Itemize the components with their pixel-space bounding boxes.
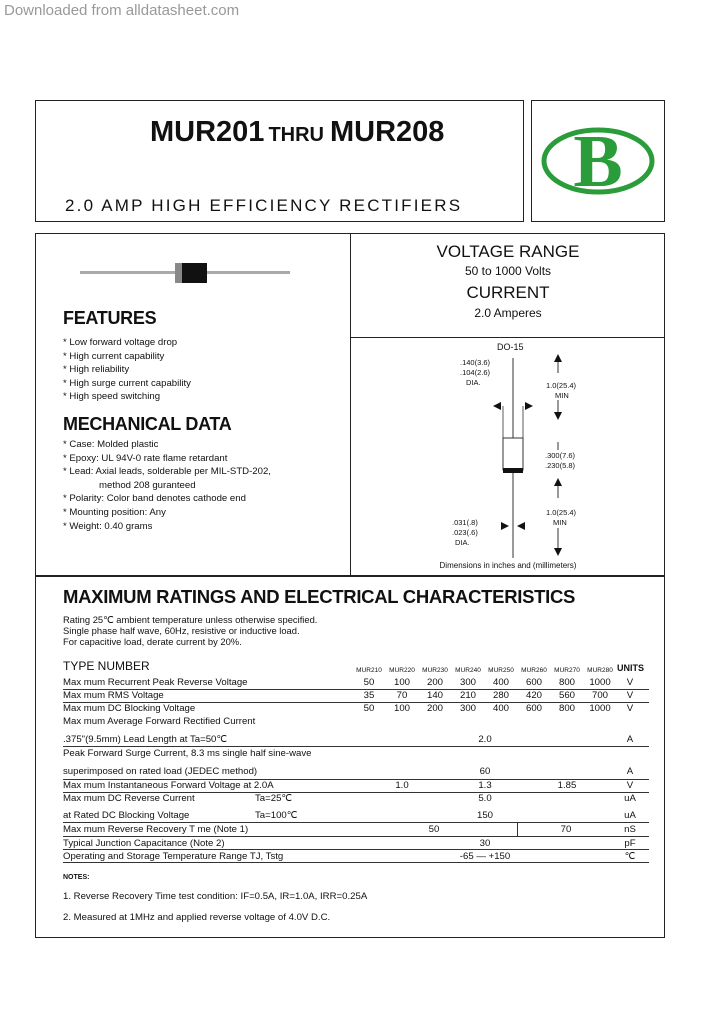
cell: 700 [591,690,608,701]
col-header: MUR240 [455,667,481,674]
lead-dia-bot: .104(2.6) [460,368,491,377]
subtitle: 2.0 AMP HIGH EFFICIENCY RECTIFIERS [65,196,463,215]
cell: 420 [525,690,542,701]
package-drawing [351,338,665,576]
unit-cell: uA [624,793,636,804]
cell: 2.0 [478,734,492,745]
table-row [63,747,649,760]
logo-letter: B [573,121,623,202]
condition-cell: Ta=25℃ [255,793,293,804]
table-row [63,689,649,702]
table-row [63,779,649,792]
col-header: MUR250 [488,667,514,674]
cell: 1000 [589,703,611,714]
current-heading: CURRENT [466,283,550,302]
cell: 50 [363,677,375,688]
cell: 300 [459,703,476,714]
unit-cell: V [626,703,634,714]
row-label: Max mum DC Blocking Voltage [63,703,196,714]
table-row [63,715,649,728]
cell: 560 [558,690,575,701]
feature-item: * High current capability [63,350,165,362]
part-from: MUR201 [150,116,265,148]
feature-item: * High surge current capability [63,377,191,389]
table-header [63,660,649,674]
mechanical-item: * Case: Molded plastic [63,439,159,450]
col-header: MUR220 [389,667,415,674]
type-number-label: TYPE NUMBER [63,659,150,673]
brand-logo [540,120,658,202]
cell: 100 [393,677,410,688]
table-row [63,792,649,805]
voltage-value: 50 to 1000 Volts [464,264,552,278]
row-label: Max mum RMS Voltage [63,690,164,701]
row-label: Operating and Storage Temperature Range TJ, Tstg [63,851,284,862]
mechanical-item: * Epoxy: UL 94V-0 rate flame retardant [63,452,228,464]
cell: 300 [459,677,476,688]
cell: 400 [492,677,509,688]
col-header: MUR210 [356,667,382,674]
thru-label: THRU [268,124,324,146]
cell: -65 — +150 [459,851,511,862]
ratings-heading: MAXIMUM RATINGS AND ELECTRICAL CHARACTERISTICS [63,586,576,607]
cell: 100 [393,703,410,714]
col-header: MUR270 [554,667,580,674]
cell: 60 [479,766,491,777]
cell: 800 [558,703,575,714]
min-label-2: MIN [553,518,567,527]
condition-line: Rating 25℃ ambient temperature unless otherwise specified. [63,614,318,625]
watermark: Downloaded from alldatasheet.com [4,2,240,19]
dia-label: DIA. [466,378,481,387]
features-list [63,336,191,404]
col-header: MUR230 [422,667,448,674]
cell: 30 [479,838,491,849]
wire-dia-bot: .023(.6) [452,528,478,537]
unit-cell: V [626,677,634,688]
unit-cell: A [626,734,634,745]
col-header: MUR260 [521,667,547,674]
dia-label-2: DIA. [455,538,470,547]
cell: 1000 [589,677,611,688]
mechanical-item: * Weight: 0.40 grams [63,520,153,532]
body-len-bot: .230(5.8) [545,461,576,470]
wire-dia-top: .031(.8) [452,518,478,527]
unit-cell: V [626,780,634,791]
table-row [63,702,649,715]
voltage-heading: VOLTAGE RANGE [436,242,580,261]
cell: 600 [525,677,542,688]
row-label: Max mum Instantaneous Forward Voltage at 2.0A [63,780,274,791]
unit-cell: nS [624,824,636,835]
row-label: Max mum Reverse Recovery T me (Note 1) [63,824,249,835]
cell: 800 [558,677,575,688]
cell: 210 [459,690,476,701]
current-value: 2.0 Amperes [474,306,542,320]
units-note: Dimensions in inches and (millimeters) [439,561,577,570]
row-label: at Rated DC Blocking Voltage [63,810,190,821]
unit-cell: uA [624,810,636,821]
mechanical-item: * Polarity: Color band denotes cathode end [63,493,246,505]
cell: 280 [492,690,509,701]
cell: 70 [560,824,572,835]
cell: 1.85 [557,780,577,791]
notes-heading: NOTES: [63,874,90,881]
cell: 35 [363,690,375,701]
lead-length-2: 1.0(25.4) [546,508,577,517]
mechanical-list [63,438,271,533]
cell: 200 [426,703,443,714]
body-len-top: .300(7.6) [545,451,576,460]
cell: 200 [426,677,443,688]
note-1: 1. Reverse Recovery Time test condition: IF=0.5A, IR=1.0A, IRR=0.25A [63,891,368,902]
package-name: DO-15 [497,342,524,352]
cell: 140 [426,690,443,701]
mechanical-item: method 208 guranteed [99,479,196,491]
unit-cell: ℃ [624,851,636,862]
table-row [63,676,649,689]
row-label: .375"(9.5mm) Lead Length at Ta=50℃ [63,734,228,745]
cell: 1.3 [478,780,492,791]
features-heading: FEATURES [63,308,157,328]
mechanical-heading: MECHANICAL DATA [63,414,232,434]
condition-line: For capacitive load, derate current by 20%. [63,636,242,647]
unit-cell: A [626,766,634,777]
cell: 50 [363,703,375,714]
unit-cell: pF [624,838,636,849]
table-row [63,733,649,746]
unit-cell: V [626,690,634,701]
diode-icon [80,260,290,286]
table-row [63,823,649,836]
note-2: 2. Measured at 1MHz and applied reverse voltage of 4.0V D.C. [63,912,331,923]
lead-length: 1.0(25.4) [546,381,577,390]
row-label: Peak Forward Surge Current, 8.3 ms single half sine-wave [63,748,312,759]
mechanical-item: * Lead: Axial leads, solderable per MIL-STD-202, [63,466,271,478]
conditions [63,614,317,647]
row-label: Max mum DC Reverse Current [63,793,195,804]
cell: 70 [396,690,408,701]
page-title [150,116,444,149]
feature-item: * High reliability [63,364,130,376]
cell: 400 [492,703,509,714]
cell: 50 [428,824,440,835]
units-header: UNITS [617,663,644,673]
mechanical-item: * Mounting position: Any [63,506,166,518]
min-label: MIN [555,391,569,400]
feature-item: * High speed switching [63,391,161,403]
condition-line: Single phase half wave, 60Hz, resistive or inductive load. [63,625,300,636]
row-label: superimposed on rated load (JEDEC method) [63,766,258,777]
cell: 1.0 [395,780,409,791]
cell: 600 [525,703,542,714]
condition-cell: Ta=100℃ [255,810,298,821]
table-row [63,765,649,778]
lead-dia-top: .140(3.6) [460,358,491,367]
row-label: Max mum Average Forward Rectified Current [63,716,256,727]
cell: 5.0 [478,793,492,804]
row-label: Max mum Recurrent Peak Reverse Voltage [63,677,248,688]
feature-item: * Low forward voltage drop [63,337,178,348]
table-row [63,809,649,822]
cell: 150 [476,810,493,821]
part-to: MUR208 [329,116,445,148]
col-header: MUR280 [587,667,613,674]
row-label: Typical Junction Capacitance (Note 2) [63,838,225,849]
